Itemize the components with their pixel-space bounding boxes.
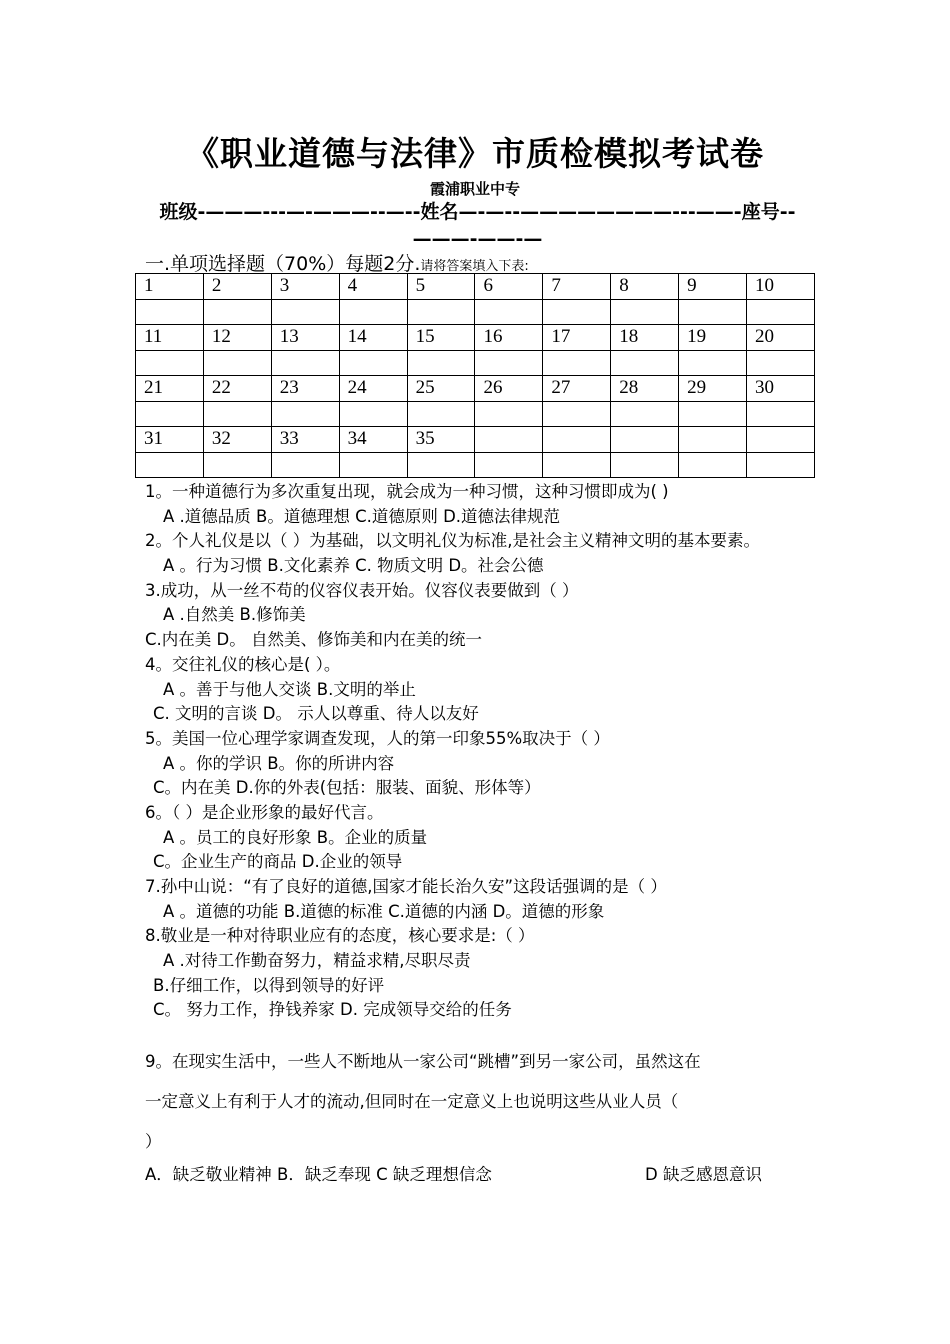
answer-number-cell: 22 [203,376,271,402]
question-option-line: B.仔细工作，以得到领导的好评 [153,975,385,995]
answer-blank-cell[interactable] [543,350,611,376]
answer-number-cell: 15 [407,325,475,351]
answer-number-cell: 6 [475,274,543,300]
answer-blank-cell[interactable] [475,350,543,376]
answer-blank-cell[interactable] [407,452,475,478]
answer-number-cell: 11 [136,325,204,351]
section-title: 一.单项选择题（70%）每题2分. [145,253,421,275]
question-9 [145,1050,810,1184]
answer-number-cell: 32 [203,427,271,453]
question-option-line: A .自然美 B.修饰美 [163,605,306,625]
answer-number-cell: 23 [271,376,339,402]
answer-number-cell: 27 [543,376,611,402]
answer-blank-cell[interactable] [611,350,679,376]
answer-number-cell: 1 [136,274,204,300]
answer-table [135,273,815,478]
answer-blank-cell[interactable] [611,299,679,325]
question-option-line: A 。道德的功能 B.道德的标准 C.道德的内涵 D。道德的形象 [163,901,605,921]
answer-blank-cell[interactable] [271,401,339,427]
answer-blank-cell[interactable] [407,350,475,376]
answer-blank-cell[interactable] [271,350,339,376]
answer-blank-cell[interactable] [543,299,611,325]
section-heading [145,249,825,276]
answer-number-cell: 20 [747,325,815,351]
question-9-options-abc: A．缺乏敬业精神 B．缺乏奉现 C 缺乏理想信念 [145,1165,492,1184]
answer-blank-cell[interactable] [339,299,407,325]
answer-number-cell: 31 [136,427,204,453]
answer-number-cell: 9 [679,274,747,300]
answer-blank-cell[interactable] [407,401,475,427]
question-9-line-2: 一定意义上有利于人才的流动,但同时在一定意义上也说明这些从业人员（ [145,1092,679,1111]
question-9-options [145,1161,810,1185]
answer-blank-cell[interactable] [747,350,815,376]
answer-number-cell [611,427,679,453]
answer-number-cell: 2 [203,274,271,300]
question-stem: 2。个人礼仪是以（ ）为基础，以文明礼仪为标准,是社会主义精神文明的基本要素。 [145,531,760,551]
answer-blank-cell[interactable] [611,401,679,427]
answer-blank-cell[interactable] [679,299,747,325]
answer-blank-row [136,401,815,427]
answer-number-cell [543,427,611,453]
answer-number-cell [475,427,543,453]
answer-number-cell: 19 [679,325,747,351]
answer-blank-cell[interactable] [747,452,815,478]
answer-number-row [136,325,815,351]
answer-number-cell: 10 [747,274,815,300]
answer-number-cell: 12 [203,325,271,351]
answer-blank-cell[interactable] [339,401,407,427]
answer-blank-row [136,350,815,376]
answer-number-cell: 7 [543,274,611,300]
answer-blank-cell[interactable] [271,299,339,325]
answer-number-row [136,376,815,402]
answer-blank-cell[interactable] [611,452,679,478]
question-9-line-3: ） [145,1132,162,1151]
answer-blank-row [136,299,815,325]
answer-number-cell: 24 [339,376,407,402]
answer-blank-cell[interactable] [203,350,271,376]
section-instruction: 请将答案填入下表: [420,259,529,274]
answer-blank-cell[interactable] [136,299,204,325]
answer-number-row [136,427,815,453]
question-stem: 1。一种道德行为多次重复出现，就会成为一种习惯，这种习惯即成为( ) [145,482,669,501]
answer-number-cell: 16 [475,325,543,351]
question-9-option-d: D 缺乏感恩意识 [645,1165,762,1184]
answer-blank-cell[interactable] [747,299,815,325]
answer-number-cell: 14 [339,325,407,351]
answer-blank-cell[interactable] [679,401,747,427]
answer-number-row [136,274,815,300]
question-option-line: C。 努力工作，挣钱养家 D. 完成领导交给的任务 [153,1000,512,1020]
answer-number-cell: 26 [475,376,543,402]
question-stem: 6。（ ）是企业形象的最好代言。 [145,802,384,822]
answer-blank-cell[interactable] [136,350,204,376]
question-option-line: A 。员工的良好形象 B。企业的质量 [163,827,428,847]
question-stem: 4。交往礼仪的核心是( ）。 [145,654,341,674]
question-stem: 3.成功，从一丝不苟的仪容仪表开始。仪容仪表要做到（ ） [145,580,579,600]
answer-number-cell: 17 [543,325,611,351]
question-option-line: A .道德品质 B。道德理想 C.道德原则 D.道德法律规范 [163,506,561,526]
question-option-line: A 。行为习惯 B.文化素养 C. 物质文明 D。社会公德 [163,556,544,576]
question-option-line: C. 文明的言谈 D。 示人以尊重、待人以友好 [153,704,479,724]
answer-blank-cell[interactable] [679,350,747,376]
answer-blank-cell[interactable] [407,299,475,325]
answer-blank-cell[interactable] [203,401,271,427]
answer-blank-cell[interactable] [203,299,271,325]
answer-blank-cell[interactable] [475,452,543,478]
answer-blank-cell[interactable] [475,401,543,427]
answer-number-cell: 33 [271,427,339,453]
question-9-line-1: 9。在现实生活中，一些人不断地从一家公司“跳槽”到另一家公司，虽然这在 [145,1052,701,1071]
student-info-line: 班级-———---—-———--—--姓名—-—--————————---——-座号--———-——-— [159,201,796,250]
answer-blank-cell[interactable] [747,401,815,427]
question-stem: 7.孙中山说：“有了良好的道德,国家才能长治久安”这段话强调的是（ ） [145,877,667,897]
answer-blank-cell[interactable] [339,452,407,478]
school-name: 霞浦职业中专 [429,180,520,198]
answer-number-cell: 34 [339,427,407,453]
answer-number-cell: 3 [271,274,339,300]
question-option-line: C.内在美 D。 自然美、修饰美和内在美的统一 [145,630,482,650]
answer-number-cell: 8 [611,274,679,300]
answer-blank-cell[interactable] [475,299,543,325]
question-option-line: A .对待工作勤奋努力，精益求精,尽职尽责 [163,951,471,971]
answer-blank-cell[interactable] [543,401,611,427]
answer-number-cell [679,427,747,453]
exam-title: 《职业道德与法律》市质检模拟考试卷 [186,134,764,173]
answer-number-cell: 29 [679,376,747,402]
question-option-line: C。企业生产的商品 D.企业的领导 [153,852,403,872]
question-list [145,480,815,1023]
answer-blank-cell[interactable] [203,452,271,478]
answer-number-cell: 18 [611,325,679,351]
answer-number-cell: 30 [747,376,815,402]
answer-blank-cell[interactable] [136,452,204,478]
answer-number-cell: 28 [611,376,679,402]
question-option-line: C。内在美 D.你的外表(包括：服装、面貌、形体等） [153,778,541,798]
answer-number-cell: 13 [271,325,339,351]
answer-number-cell: 4 [339,274,407,300]
answer-number-cell: 25 [407,376,475,402]
answer-blank-row [136,452,815,478]
answer-number-cell: 5 [407,274,475,300]
question-option-line: A 。你的学识 B。你的所讲内容 [163,753,395,773]
answer-number-cell: 35 [407,427,475,453]
question-stem: 8.敬业是一种对待职业应有的态度，核心要求是:（ ） [145,926,535,946]
answer-blank-cell[interactable] [679,452,747,478]
question-stem: 5。美国一位心理学家调查发现，人的第一印象55%取决于（ ） [145,728,610,748]
question-option-line: A 。善于与他人交谈 B.文明的举止 [163,679,416,699]
answer-blank-cell[interactable] [543,452,611,478]
answer-blank-cell[interactable] [136,401,204,427]
answer-blank-cell[interactable] [339,350,407,376]
answer-blank-cell[interactable] [271,452,339,478]
answer-number-cell [747,427,815,453]
answer-number-cell: 21 [136,376,204,402]
